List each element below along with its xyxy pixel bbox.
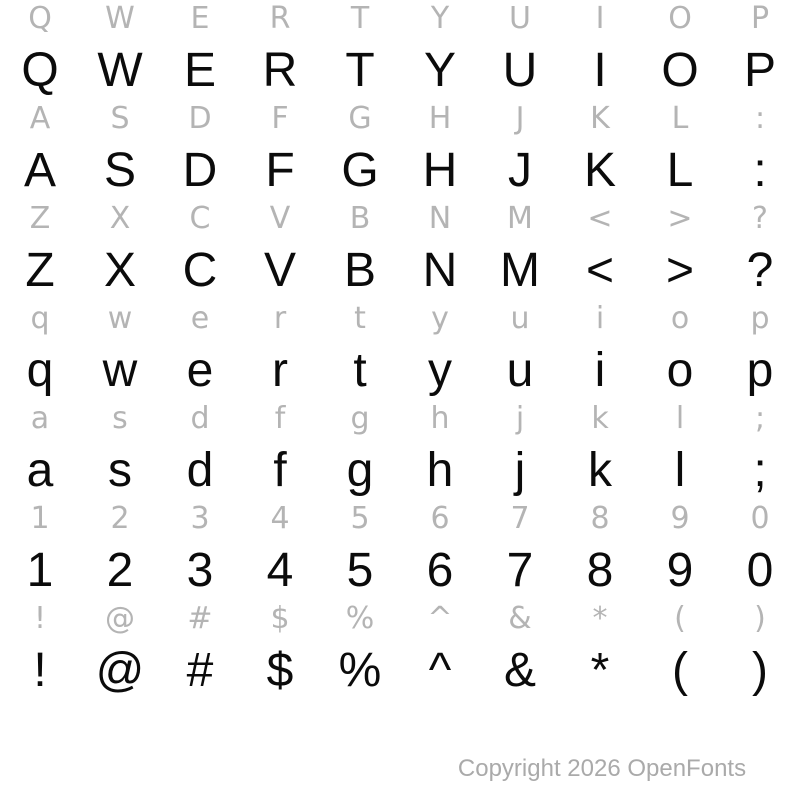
glyph-cell: C	[189, 201, 211, 236]
glyph-cell: S	[103, 144, 136, 197]
glyph-cell: a	[30, 401, 50, 436]
copyright-text: Copyright 2026 OpenFonts	[457, 755, 747, 782]
glyph-cell: 0	[750, 501, 770, 536]
glyph-cell: q	[26, 344, 54, 397]
glyph-cell: (	[672, 644, 688, 697]
glyph-cell: X	[103, 244, 136, 297]
glyph-cell: a	[26, 444, 54, 497]
reference-row	[0, 400, 800, 438]
glyph-cell: ?	[752, 201, 768, 236]
glyph-cell: P	[750, 1, 770, 36]
glyph-cell: 8	[590, 501, 610, 536]
glyph-cell: P	[743, 44, 776, 97]
glyph-cell: *	[590, 644, 610, 697]
glyph-cell: f	[274, 401, 286, 436]
glyph-cell: 7	[506, 544, 534, 597]
glyph-cell: h	[426, 444, 454, 497]
glyph-row-pair	[0, 400, 800, 500]
glyph-cell: 2	[110, 501, 130, 536]
glyph-cell: p	[750, 301, 770, 336]
glyph-cell: A	[29, 101, 51, 136]
glyph-cell: 2	[106, 544, 134, 597]
glyph-cell: !	[33, 601, 47, 636]
glyph-cell: 5	[346, 544, 374, 597]
glyph-cell: i	[594, 344, 606, 397]
glyph-row-pair	[0, 600, 800, 700]
glyph-cell: :	[754, 101, 766, 136]
glyph-cell: D	[188, 101, 212, 136]
glyph-cell: (	[674, 601, 686, 636]
glyph-cell: r	[273, 301, 287, 336]
glyph-row-pair	[0, 100, 800, 200]
glyph-cell: d	[190, 401, 210, 436]
glyph-cell: g	[350, 401, 370, 436]
glyph-cell: 9	[666, 544, 694, 597]
glyph-cell: )	[752, 644, 768, 697]
glyph-cell: U	[509, 1, 531, 36]
sample-row	[0, 343, 800, 399]
glyph-cell: Y	[430, 1, 450, 36]
glyph-cell: t	[354, 301, 366, 336]
glyph-cell: Q	[21, 44, 59, 97]
glyph-cell: <	[585, 244, 615, 297]
sample-row	[0, 443, 800, 499]
glyph-cell: I	[595, 1, 605, 36]
glyph-cell: o	[666, 344, 694, 397]
sample-row	[0, 143, 800, 199]
glyph-cell: K	[583, 144, 616, 197]
glyph-cell: Q	[28, 1, 52, 36]
glyph-cell: T	[345, 44, 375, 97]
glyph-cell: d	[186, 444, 214, 497]
glyph-cell: k	[591, 401, 609, 436]
glyph-cell: V	[263, 244, 296, 297]
glyph-cell: s	[108, 444, 132, 497]
glyph-cell: I	[593, 44, 607, 97]
glyph-cell: F	[271, 101, 289, 136]
glyph-cell: H	[428, 101, 452, 136]
sample-row	[0, 543, 800, 599]
glyph-cell: R	[262, 44, 298, 97]
glyph-cell: 6	[426, 544, 454, 597]
glyph-cell: r	[272, 344, 288, 397]
glyph-cell: M	[500, 244, 540, 297]
glyph-cell: L	[666, 144, 694, 197]
glyph-cell: 3	[186, 544, 214, 597]
glyph-cell: %	[345, 601, 375, 636]
glyph-cell: ^	[428, 644, 452, 697]
glyph-cell: Z	[29, 201, 51, 236]
glyph-cell: 4	[270, 501, 290, 536]
glyph-cell: J	[508, 144, 532, 197]
glyph-cell: V	[269, 201, 291, 236]
glyph-cell: $	[266, 644, 294, 697]
glyph-cell: *	[592, 601, 608, 636]
glyph-cell: :	[753, 144, 767, 197]
reference-row	[0, 200, 800, 238]
glyph-cell: k	[588, 444, 612, 497]
reference-row	[0, 300, 800, 338]
glyph-cell: C	[182, 244, 218, 297]
glyph-cell: A	[23, 144, 56, 197]
glyph-cell: &	[508, 601, 532, 636]
glyph-cell: 6	[430, 501, 450, 536]
glyph-cell: e	[190, 301, 210, 336]
glyph-cell: E	[183, 44, 216, 97]
glyph-cell: E	[190, 1, 210, 36]
glyph-cell: U	[502, 44, 538, 97]
glyph-cell: l	[674, 444, 686, 497]
glyph-row-pair	[0, 500, 800, 600]
glyph-cell: M	[507, 201, 533, 236]
glyph-cell: T	[350, 1, 370, 36]
glyph-cell: j	[515, 401, 525, 436]
glyph-cell: 7	[510, 501, 530, 536]
glyph-cell: y	[428, 344, 452, 397]
glyph-cell: G	[348, 101, 372, 136]
glyph-cell: u	[506, 344, 534, 397]
glyph-cell: $	[270, 601, 290, 636]
reference-row	[0, 100, 800, 138]
glyph-cell: f	[273, 444, 287, 497]
glyph-cell: 5	[350, 501, 370, 536]
sample-row	[0, 43, 800, 99]
glyph-cell: 1	[26, 544, 54, 597]
glyph-cell: &	[503, 644, 536, 697]
glyph-cell: N	[428, 201, 452, 236]
glyph-cell: @	[105, 601, 135, 636]
glyph-cell: 1	[30, 501, 50, 536]
glyph-cell: l	[675, 401, 685, 436]
glyph-cell: t	[353, 344, 367, 397]
reference-row	[0, 600, 800, 638]
glyph-cell: )	[754, 601, 766, 636]
glyph-cell: !	[33, 644, 47, 697]
glyph-cell: #	[186, 644, 214, 697]
glyph-row-pair	[0, 200, 800, 300]
glyph-cell: %	[338, 644, 382, 697]
glyph-cell: H	[422, 144, 458, 197]
glyph-cell: Y	[423, 44, 456, 97]
glyph-cell: O	[668, 1, 692, 36]
glyph-cell: e	[186, 344, 214, 397]
glyph-cell: ;	[753, 444, 767, 497]
glyph-cell: q	[30, 301, 50, 336]
glyph-cell: 8	[586, 544, 614, 597]
reference-row	[0, 0, 800, 38]
reference-row	[0, 500, 800, 538]
glyph-cell: D	[182, 144, 218, 197]
glyph-cell: L	[671, 101, 689, 136]
glyph-cell: j	[514, 444, 526, 497]
glyph-cell: N	[422, 244, 458, 297]
glyph-cell: h	[430, 401, 450, 436]
glyph-cell: 9	[670, 501, 690, 536]
glyph-cell: B	[343, 244, 376, 297]
glyph-cell: w	[107, 301, 133, 336]
glyph-cell: K	[590, 101, 610, 136]
glyph-cell: X	[109, 201, 131, 236]
glyph-cell: R	[269, 1, 291, 36]
glyph-cell: 0	[746, 544, 774, 597]
glyph-cell: i	[595, 301, 605, 336]
glyph-cell: O	[661, 44, 699, 97]
glyph-cell: w	[102, 344, 138, 397]
glyph-cell: ^	[427, 601, 453, 636]
glyph-cell: ;	[754, 401, 766, 436]
glyph-cell: o	[670, 301, 690, 336]
glyph-cell: p	[746, 344, 774, 397]
glyph-cell: ?	[746, 244, 774, 297]
glyph-cell: u	[510, 301, 530, 336]
glyph-cell: G	[341, 144, 379, 197]
glyph-cell: B	[349, 201, 371, 236]
glyph-cell: @	[95, 644, 145, 697]
glyph-row-pair	[0, 0, 800, 100]
sample-row	[0, 643, 800, 699]
glyph-cell: W	[97, 44, 143, 97]
glyph-cell: 4	[266, 544, 294, 597]
glyph-cell: 3	[190, 501, 210, 536]
sample-row	[0, 243, 800, 299]
glyph-cell: s	[112, 401, 128, 436]
glyph-cell: >	[667, 201, 693, 236]
glyph-cell: Z	[25, 244, 55, 297]
glyph-cell: g	[346, 444, 374, 497]
glyph-cell: S	[110, 101, 130, 136]
glyph-cell: <	[587, 201, 613, 236]
glyph-cell: y	[431, 301, 449, 336]
glyph-cell: W	[105, 1, 135, 36]
glyph-cell: J	[515, 101, 525, 136]
glyph-cell: >	[665, 244, 695, 297]
glyph-cell: #	[187, 601, 213, 636]
glyph-cell: F	[265, 144, 295, 197]
glyph-row-pair	[0, 300, 800, 400]
